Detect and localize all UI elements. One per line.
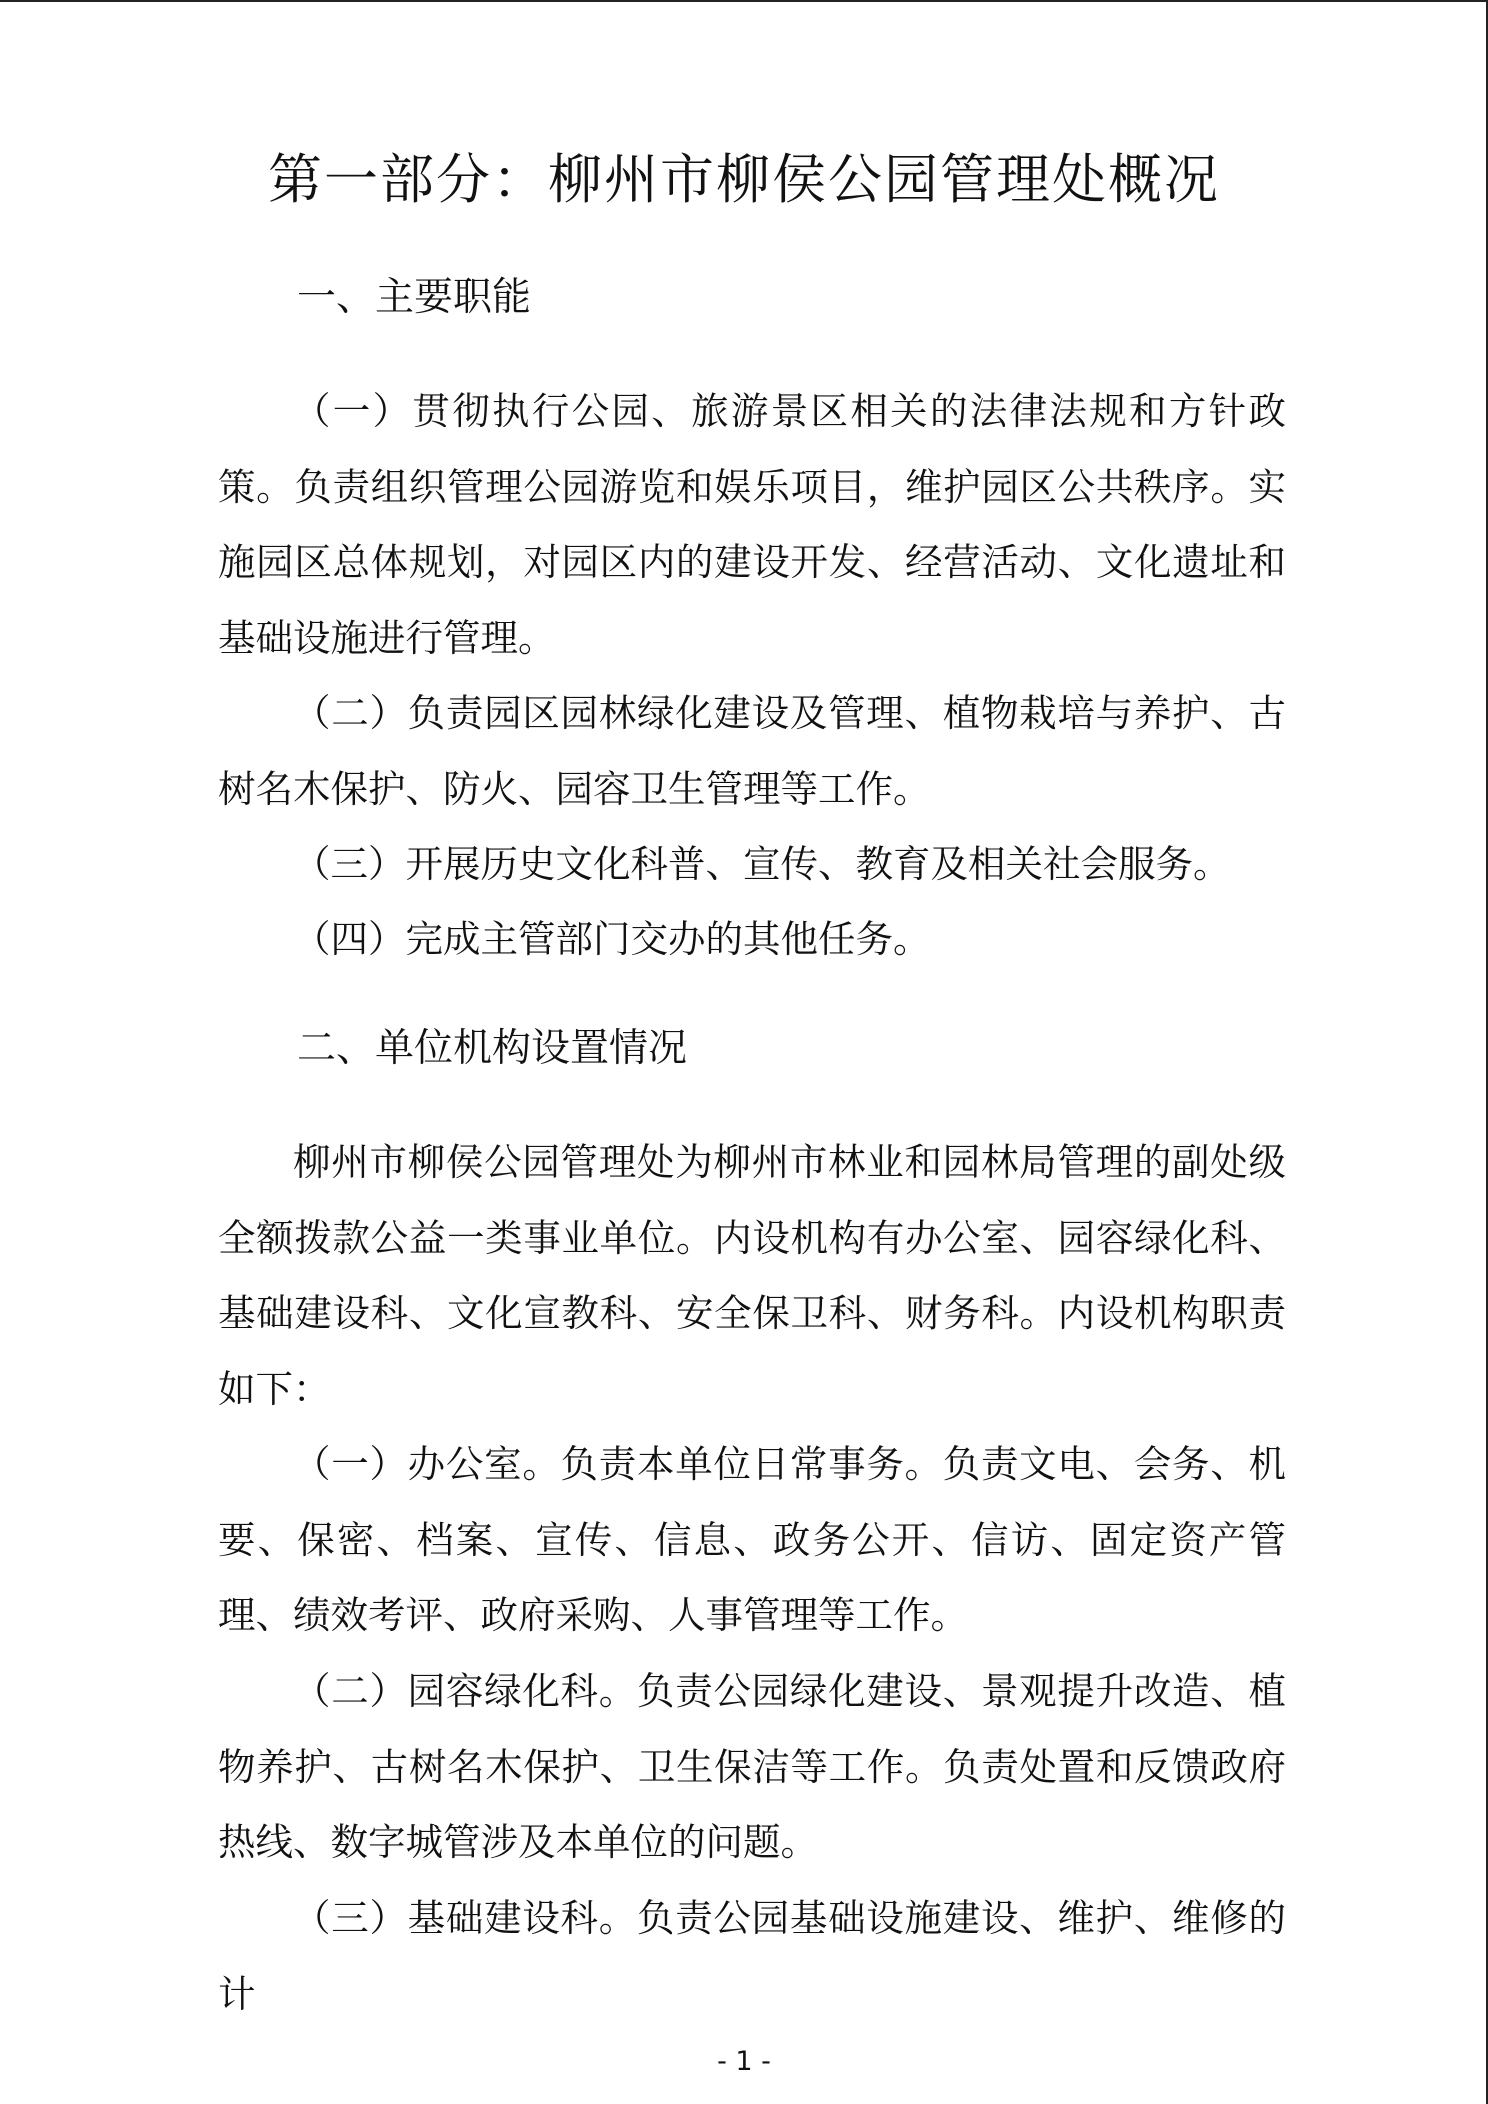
- section-heading-organization: 二、单位机构设置情况: [297, 1026, 688, 1071]
- paragraph-infrastructure-section: （三）基础建设科。负责公园基础设施建设、维护、维修的计: [218, 1896, 1286, 2016]
- paragraph-organization-intro: 柳州市柳侯公园管理处为柳州市林业和园林局管理的副处级全额拨款公益一类事业单位。内设机构有办公室、园容绿化科、基础建设科、文化宣教科、安全保卫科、财务科。内设机构职责如下：: [218, 1140, 1286, 1411]
- paragraph-function-4: （四）完成主管部门交办的其他任务。: [293, 917, 931, 961]
- paragraph-function-3: （三）开展历史文化科普、宣传、教育及相关社会服务。: [293, 842, 1231, 886]
- paragraph-office: （一）办公室。负责本单位日常事务。负责文电、会务、机要、保密、档案、宣传、信息、政务公开、信访、固定资产管理、绩效考评、政府采购、人事管理等工作。: [218, 1442, 1286, 1637]
- page-top-border: [0, 0, 1488, 2]
- paragraph-function-2: （二）负责园区园林绿化建设及管理、植物栽培与养护、古树名木保护、防火、园容卫生管理等工作。: [218, 691, 1286, 811]
- page-number: - 1 -: [717, 2046, 771, 2077]
- document-title: 第一部分：柳州市柳侯公园管理处概况: [268, 148, 1220, 211]
- paragraph-greening-section: （二）园容绿化科。负责公园绿化建设、景观提升改造、植物养护、古树名木保护、卫生保洁等工作。负责处置和反馈政府热线、数字城管涉及本单位的问题。: [218, 1669, 1286, 1864]
- paragraph-function-1: （一）贯彻执行公园、旅游景区相关的法律法规和方针政策。负责组织管理公园游览和娱乐项目，维护园区公共秩序。实施园区总体规划，对园区内的建设开发、经营活动、文化遗址和基础设施进行管理。: [218, 389, 1286, 660]
- section-heading-main-functions: 一、主要职能: [297, 275, 532, 320]
